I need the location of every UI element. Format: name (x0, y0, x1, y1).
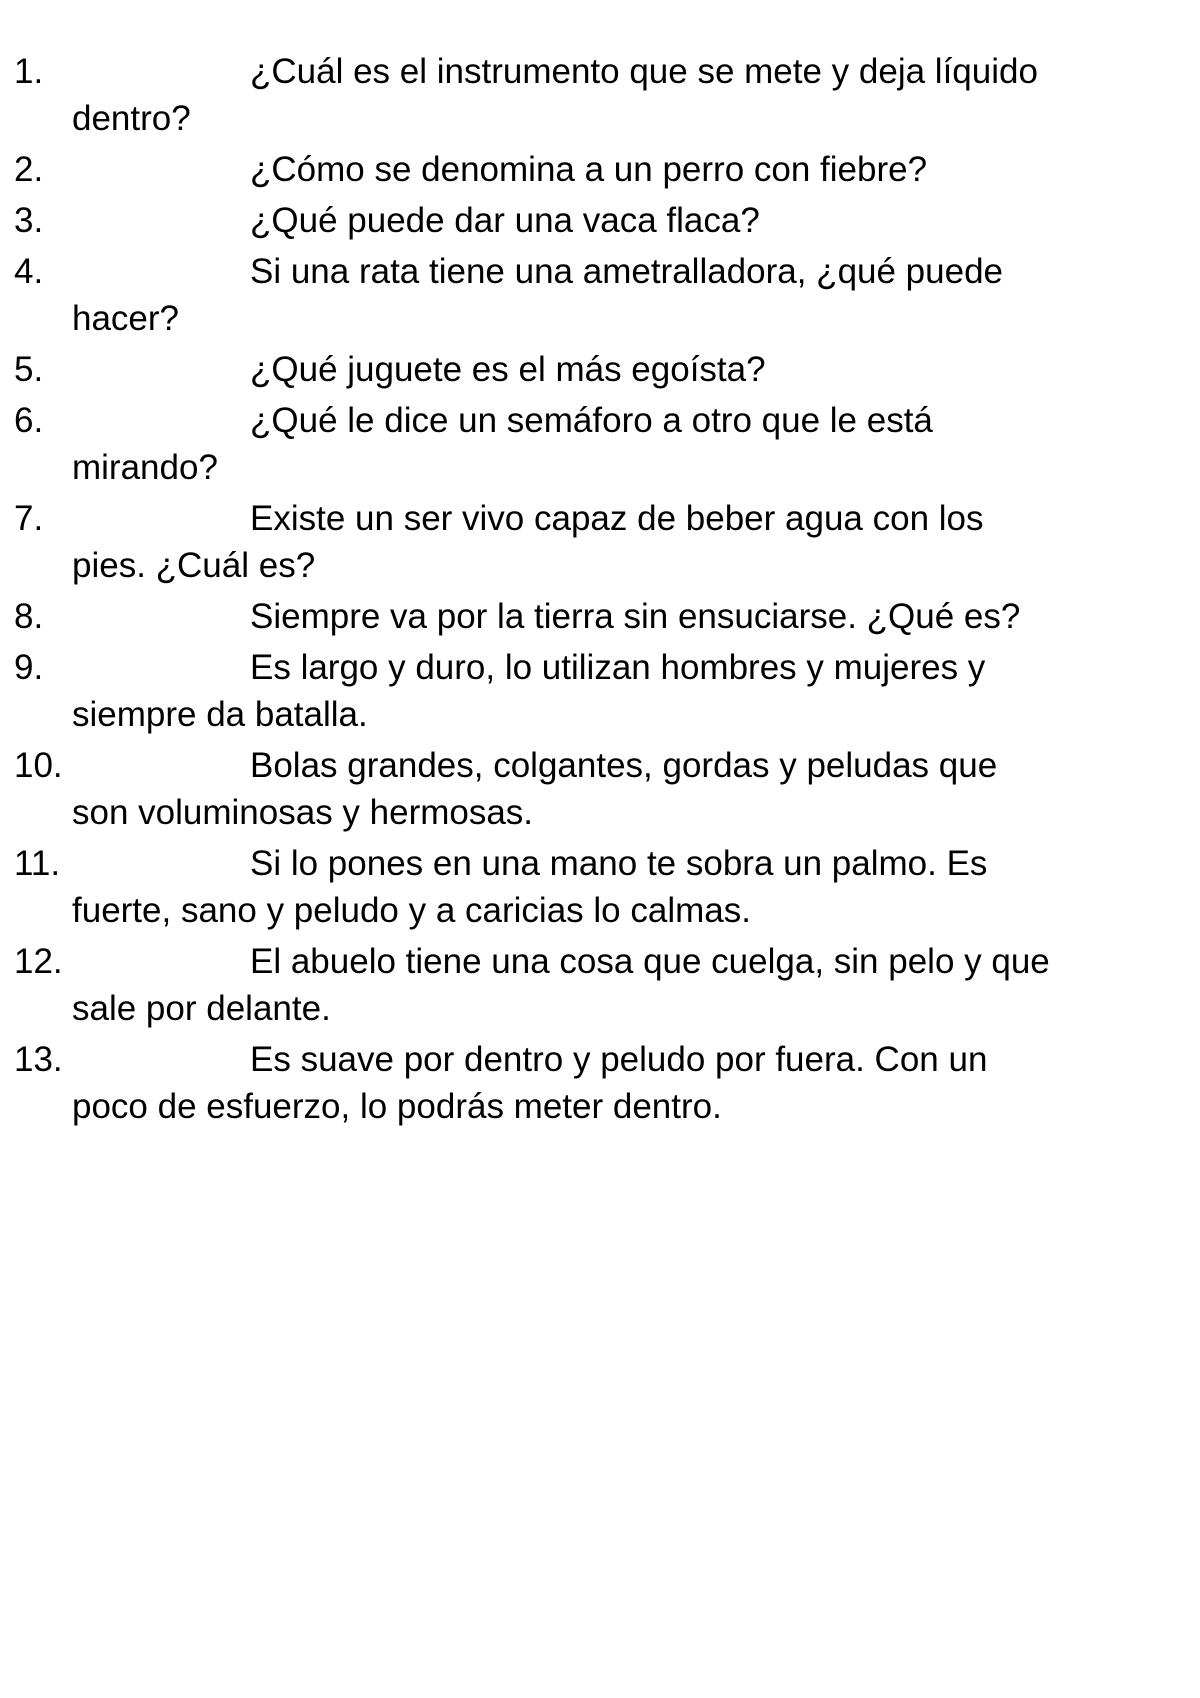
item-text (72, 1036, 1052, 1130)
item-text (72, 346, 1052, 393)
list-item (14, 495, 1052, 589)
item-text (72, 742, 1052, 836)
item-text (72, 644, 1052, 738)
item-text-content: Siempre va por la tierra sin ensuciarse. ¿Qué es? (250, 597, 1021, 636)
list-item (14, 1036, 1052, 1130)
list-item (14, 48, 1052, 142)
item-text-content: ¿Qué juguete es el más egoísta? (250, 350, 766, 389)
item-text (72, 840, 1052, 934)
item-number: 13. (14, 1040, 63, 1079)
item-number: 4. (14, 252, 44, 291)
list-item (14, 593, 1052, 640)
item-number: 8. (14, 597, 44, 636)
list-item (14, 644, 1052, 738)
item-text (72, 593, 1052, 640)
item-number: 10. (14, 746, 63, 785)
item-number: 7. (14, 499, 44, 538)
item-text-content: ¿Cuál es el instrumento que se mete y deja líquido dentro? (72, 52, 1038, 138)
item-text-content: ¿Cómo se denomina a un perro con fiebre? (250, 150, 928, 189)
item-text (72, 48, 1052, 142)
item-number: 3. (14, 201, 44, 240)
item-text-content: El abuelo tiene una cosa que cuelga, sin pelo y que sale por delante. (72, 942, 1050, 1028)
item-text-content: Existe un ser vivo capaz de beber agua con los pies. ¿Cuál es? (72, 499, 984, 585)
item-text (72, 146, 1052, 193)
item-number: 12. (14, 942, 63, 981)
item-text-content: Si lo pones en una mano te sobra un palmo. Es fuerte, sano y peludo y a caricias lo calmas. (72, 844, 988, 930)
item-number: 1. (14, 52, 44, 91)
list-item (14, 248, 1052, 342)
list-item (14, 146, 1052, 193)
list-item (14, 346, 1052, 393)
item-text-content: Si una rata tiene una ametralladora, ¿qué puede hacer? (72, 252, 1004, 338)
item-text (72, 248, 1052, 342)
list-item (14, 938, 1052, 1032)
item-text-content: ¿Qué puede dar una vaca flaca? (250, 201, 760, 240)
item-number: 9. (14, 648, 44, 687)
item-number: 11. (14, 844, 61, 883)
item-number: 5. (14, 350, 44, 389)
list-item (14, 840, 1052, 934)
item-text (72, 197, 1052, 244)
list-item (14, 197, 1052, 244)
item-text-content: Es suave por dentro y peludo por fuera. Con un poco de esfuerzo, lo podrás meter dentro. (72, 1040, 988, 1126)
riddle-list (14, 48, 1114, 1134)
item-text-content: Es largo y duro, lo utilizan hombres y mujeres y siempre da batalla. (72, 648, 986, 734)
item-number: 2. (14, 150, 44, 189)
list-item (14, 742, 1052, 836)
list-item (14, 397, 1052, 491)
item-text (72, 397, 1052, 491)
item-text (72, 938, 1052, 1032)
item-number: 6. (14, 401, 44, 440)
item-text-content: Bolas grandes, colgantes, gordas y peludas que son voluminosas y hermosas. (72, 746, 998, 832)
item-text-content: ¿Qué le dice un semáforo a otro que le está mirando? (72, 401, 933, 487)
item-text (72, 495, 1052, 589)
